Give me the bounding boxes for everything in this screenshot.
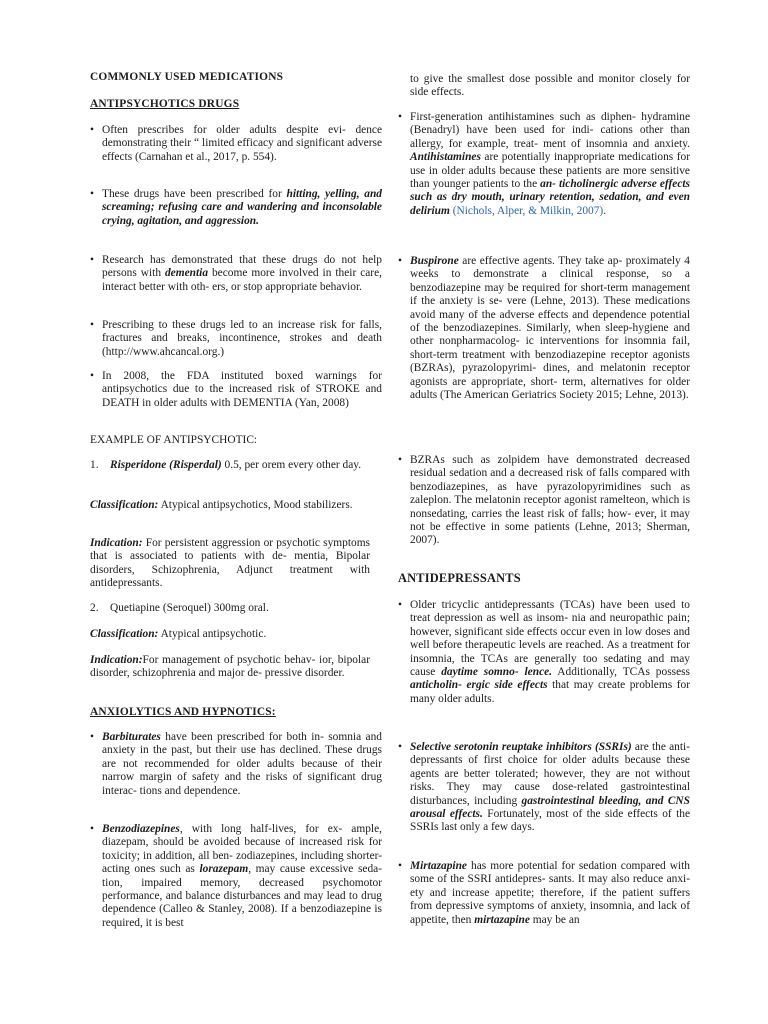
classification-text: Atypical antipsychotics, Mood stabilizers. — [158, 499, 353, 511]
antidepressants-heading: ANTIDEPRESSANTS — [398, 571, 521, 585]
classification-label: Classification: — [90, 628, 159, 640]
drug-1-indication — [90, 537, 370, 591]
example-heading: EXAMPLE OF ANTIPSYCHOTIC: — [90, 434, 258, 446]
drug-2-entry — [90, 602, 390, 615]
mirtazapine-emphasis: mirtazapine — [474, 913, 530, 926]
mirtazapine-emphasis: Mirtazapine — [410, 860, 467, 872]
drug-name: Quetiapine (Seroquel) 300mg oral. — [110, 602, 269, 614]
bullet-text: may be an — [529, 913, 580, 926]
barbiturates-emphasis: Barbiturates — [102, 731, 161, 743]
gi-bleeding-emphasis: gastrointestinal bleeding, and CNS arousal effects. — [410, 794, 690, 821]
bullet-text: are the anti- depressants of first choice for older adults because these agents are better tolerated; however, they are not without risks. They may cause dose-related gastrointestinal disturbances, including — [410, 741, 690, 807]
bullet-text: . — [603, 204, 607, 217]
indication-label: Indication: — [90, 537, 143, 549]
drug-dose: 0.5, per orem every other day. — [221, 459, 362, 471]
drug-1-classification — [90, 499, 370, 512]
citation-link[interactable]: (Nichols, Alper, & Milkin, 2007) — [452, 204, 604, 217]
bullet-text: have been prescribed for both in- somnia and anxiety in the past, but their use has declined. These drugs are not recommended for older adults because of their narrow margin of safety and the risks of significant drug interac- tions and dependence. — [102, 731, 382, 797]
antipsychotic-bullet-risks: • Prescribing to these drugs led to an increase risk for falls, fractures and breaks, incontinence, strokes and death (http://www.ahcancal.org.) — [90, 319, 382, 359]
bullet-text: These drugs have been prescribed for — [102, 188, 287, 200]
antihistamines-emphasis: Antihistamines — [410, 151, 481, 164]
bullet-buspirone — [398, 255, 690, 402]
list-number: 1. — [90, 459, 99, 471]
anxiolytic-bullet-benzodiazepines — [90, 823, 382, 930]
bullet-text: are potentially inappropriate medications for use in older adults because these patients are more sensitive than younger patients to the — [410, 151, 690, 191]
bullet-antihistamines — [398, 111, 690, 218]
classification-text: Atypical antipsychotic. — [158, 628, 267, 640]
antipsychotic-bullet-efficacy: • Often prescribes for older adults despite evi- dence demonstrating their “ limited efficacy and significant adverse effects (Carnahan et al., 2017, p. 554). — [90, 124, 382, 164]
antipsychotic-bullet-fda: • In 2008, the FDA instituted boxed warnings for antipsychotics due to the increased risk of STROKE and DEATH in older adults with DEMENTIA (Yan, 2008) — [90, 370, 382, 410]
bullet-bzras: • BZRAs such as zolpidem have demonstrated decreased residual sedation and a decreased risk of falls compared with benzodiazepines, as have pyrazolopyrimidines such as zaleplon. The melatonin receptor agonist ramelteon, which is nonsedating, carries the least risk of falls; how- ever, it may not be effective in some patients (Lehne, 2013; Sherman, 2007). — [398, 454, 690, 548]
daytime-somnolence-emphasis: daytime somno- lence. — [441, 666, 553, 679]
anticholinergic-emphasis: an- ticholinergic adverse effects such as dry mouth, urinary retention, sedation, and even delirium — [410, 178, 690, 217]
benzodiazepines-emphasis: Benzodiazepines — [102, 823, 180, 835]
classification-label: Classification: — [90, 499, 159, 511]
bullet-text: has more potential for sedation compared with some of the SSRI antidepres- sants. It may also reduce anxi- ety and increase appetite; therefore, if the patient suffers from depressive symptoms of anxiety, insomnia, and lack of appetite, then — [410, 860, 690, 926]
anticholinergic-side-effects-emphasis: anticholin- ergic side effects — [410, 679, 548, 692]
drug-1-entry — [90, 459, 390, 472]
dementia-emphasis: dementia — [164, 267, 209, 280]
bullet-text: First-generation antihistamines such as diphen- hydramine (Benadryl) have been used for indi- cations other than allergy, for example, treat- ment of insomnia and anxiety. — [410, 111, 690, 150]
lorazepam-emphasis: lorazepam — [199, 863, 249, 876]
continuation-text: to give the smallest dose possible and monitor closely for side effects. — [410, 73, 690, 99]
anxiolytic-bullet-barbiturates — [90, 731, 382, 798]
anxiolytics-heading: ANXIOLYTICS AND HYPNOTICS: — [90, 706, 276, 718]
ssri-emphasis: Selective serotonin reuptake inhibitors (SSRIs) — [410, 741, 632, 753]
bullet-mirtazapine — [398, 860, 690, 927]
indication-label: Indication: — [90, 654, 143, 666]
bullet-text: , may cause excessive seda- tion, impaired memory, decreased psychomotor performance, and balance disturbances and may lead to drug dependence (Calleo & Stanley, 2008). If a benzodiazepine is required, it is best — [102, 863, 382, 929]
behaviors-emphasis: hitting, yelling, and screaming; refusing care and wandering and inconsolable crying, agitation, and aggression. — [102, 188, 382, 227]
bullet-text: that may create problems for many older adults. — [410, 679, 690, 705]
antipsychotics-heading: ANTIPSYCHOTICS DRUGS — [90, 98, 240, 110]
bullet-text: Research has demonstrated that these drugs do not help persons with — [102, 254, 382, 280]
drug-2-classification — [90, 628, 370, 641]
bullet-text: Additionally, TCAs possess — [552, 666, 690, 679]
bullet-text: , with long half-lives, for ex- ample, diazepam, should be avoided because of increased risk for toxicity; in addition, all ben- zodiazepines, including shorter-acting ones such as — [102, 823, 382, 876]
section-title: COMMONLY USED MEDICATIONS — [90, 71, 284, 83]
list-number: 2. — [90, 602, 99, 614]
bullet-ssris — [398, 741, 690, 835]
bullet-text: are effective agents. They take ap- proximately 4 weeks to demonstrate a clinical response, so a benzodiazepine may be required for short-term management if the anxiety is se- vere (Lehne, 2013). These medications avoid many of the adverse effects and dependence potential of the benzodiazepines. Similarly, when sleep-hygiene and other nonpharmacolog- ic interventions for insomnia fail, short-term treatment with benzodiazepine receptor agonists (BZRAs), pyrazolopyrimi- dines, and melatonin receptor agonists are appropriate, short- term, alternatives for older adults (The American Geriatrics Society 2015; Lehne, 2013). — [410, 255, 690, 402]
indication-text: For persistent aggression or psychotic symptoms that is associated to patients with de- mentia, Bipolar disorders, Schizophrenia, Adjunct treatment with antidepressants. — [90, 537, 370, 590]
bullet-text: Older tricyclic antidepressants (TCAs) have been used to treat depression as well as insom- nia and neuropathic pain; however, significant side effects occur even in low doses and well before therapeutic levels are reached. As a treatment for insomnia, the TCAs are generally too sedating and may cause — [410, 599, 690, 679]
drug-name: Risperidone (Risperdal) — [110, 459, 222, 471]
buspirone-emphasis: Buspirone — [410, 255, 459, 267]
bullet-tcas — [398, 599, 690, 706]
antipsychotic-bullet-behaviors — [90, 188, 382, 228]
bullet-text: become more involved in their care, interact better with oth- ers, or stop appropriate behavior. — [102, 267, 383, 293]
indication-text: For management of psychotic behav- ior, bipolar disorder, schizophrenia and major de- pressive disorder. — [90, 654, 370, 680]
antipsychotic-bullet-dementia — [90, 254, 382, 294]
drug-2-indication — [90, 654, 370, 681]
bullet-text: Fortunately, most of the side effects of the SSRIs last only a few days. — [410, 808, 691, 834]
